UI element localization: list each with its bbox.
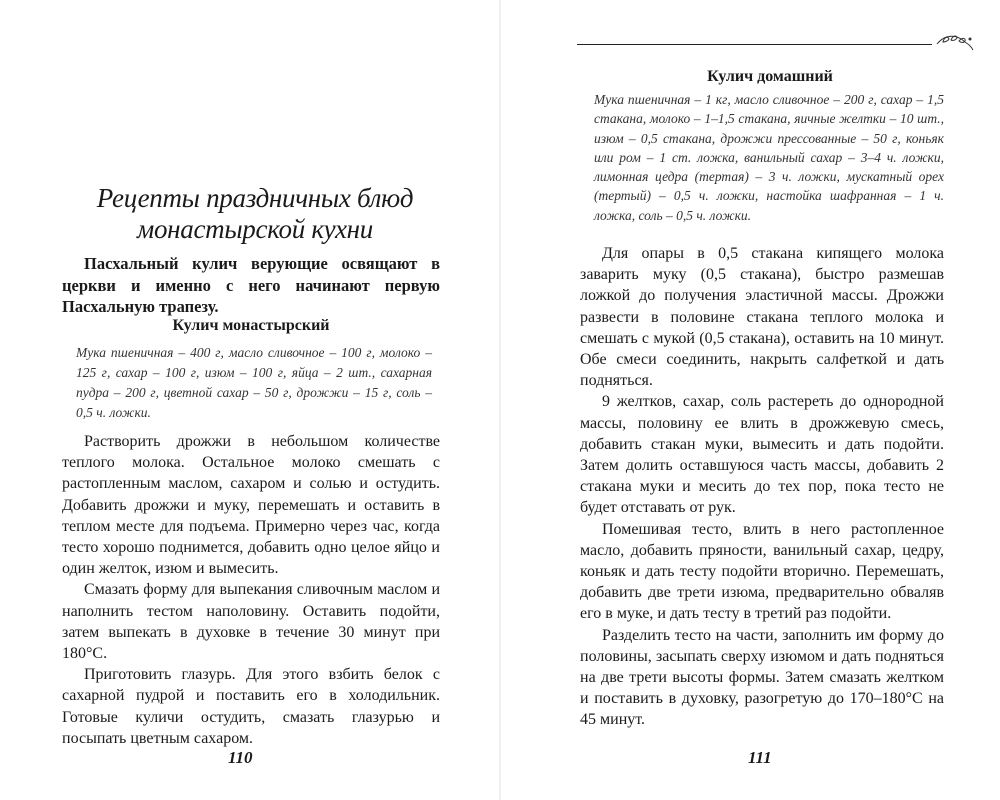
recipe-title-homemade: Кулич домашний: [707, 68, 833, 85]
instruction-paragraph: Разделить тесто на части, заполнить им форму до половины, засыпать сверху изюмом и дать подняться на две трети высоты формы. Затем смазать желтком и поставить в духовку, разогретую до 170–180°С на 45 минут.: [580, 626, 944, 729]
page-number-left: 110: [228, 748, 253, 767]
chapter-title: [70, 183, 440, 245]
ingredients-homemade: Мука пшеничная – 1 кг, масло сливочное – 200 г, сахар – 1,5 стакана, молоко – 1–1,5 стакана, яичные желтки – 10 шт., изюм – 0,5 стакана, дрожжи прессованные – 50 г, коньяк или ром – 1 ст. ложка, ванильный сахар – 3–4 ч. ложки, лимонная цедра (тертая) – 3 ч. ложки, мускатный орех (тертый) – 0,5 ч. ложки, настойка шафранная – 1 ч. ложка, соль – 0,5 ч. ложки.: [594, 92, 944, 223]
instructions-monastery: [62, 431, 440, 749]
intro-paragraph: Пасхальный кулич верующие освящают в церкви и именно с него начинают первую Пасхальную трапезу.: [62, 254, 440, 316]
page-number-right: 111: [748, 748, 772, 767]
instruction-paragraph: Для опары в 0,5 стакана кипящего молока заварить муку (0,5 стакана), быстро размешав ложкой до получения эластичной массы. Дрожжи развести в половине стакана теплого молока и смешать с мукой (0,5 стакана), оставить на 10 минут. Обе смеси соединить, накрыть салфеткой и дать подняться.: [580, 245, 944, 390]
instructions-homemade: [580, 243, 944, 731]
ingredients-monastery: Мука пшеничная – 400 г, масло сливочное – 100 г, молоко – 125 г, сахар – 100 г, изюм – 100 г, яйца – 2 шт., сахарная пудра – 200 г, цветной сахар – 50 г, дрожжи – 15 г, соль – 0,5 ч. ложки.: [76, 345, 432, 420]
chapter-title-line-2: монастырской кухни: [137, 214, 373, 244]
recipe-title-monastery: Кулич монастырский: [172, 317, 330, 334]
instruction-paragraph: Смазать форму для выпекания сливочным маслом и наполнить тестом наполовину. Оставить подойти, затем выпекать в духовке в течение 30 минут при 180°С.: [62, 581, 440, 663]
instruction-paragraph: Приготовить глазурь. Для этого взбить белок с сахарной пудрой и поставить его в холодильник. Готовые куличи остудить, смазать глазурью и посыпать цветным сахаром.: [62, 666, 440, 747]
header-rule: [577, 44, 932, 45]
instruction-paragraph: Помешивая тесто, влить в него растопленное масло, добавить пряности, ванильный сахар, цедру, коньяк и дать тесту подойти вторично. Перемешать, добавить две трети изюма, предварительно обваляв его в муке, и дать тесту в третий раз подойти.: [580, 520, 944, 623]
chapter-title-line-1: Рецепты праздничных блюд: [96, 183, 414, 213]
leaf-ornament-icon: [935, 30, 975, 54]
instruction-paragraph: Растворить дрожжи в небольшом количестве теплого молока. Остальное молоко смешать с растопленным маслом, сахаром и солью и остудить. Добавить дрожжи и муку, перемешать и оставить в теплом месте для подъема. Примерно через час, когда тесто хорошо поднимется, добавить одно целое яйцо и один желток, изюм и вымесить.: [62, 433, 440, 578]
instruction-paragraph: 9 желтков, сахар, соль растереть до однородной массы, половину ее влить в дрожжевую смесь, добавить стакан муки, вымесить и дать подойти. Затем долить оставшуюся часть массы, добавить 2 стакана муки и месить до тех пор, пока тесто не будет отставать от рук.: [580, 393, 944, 517]
